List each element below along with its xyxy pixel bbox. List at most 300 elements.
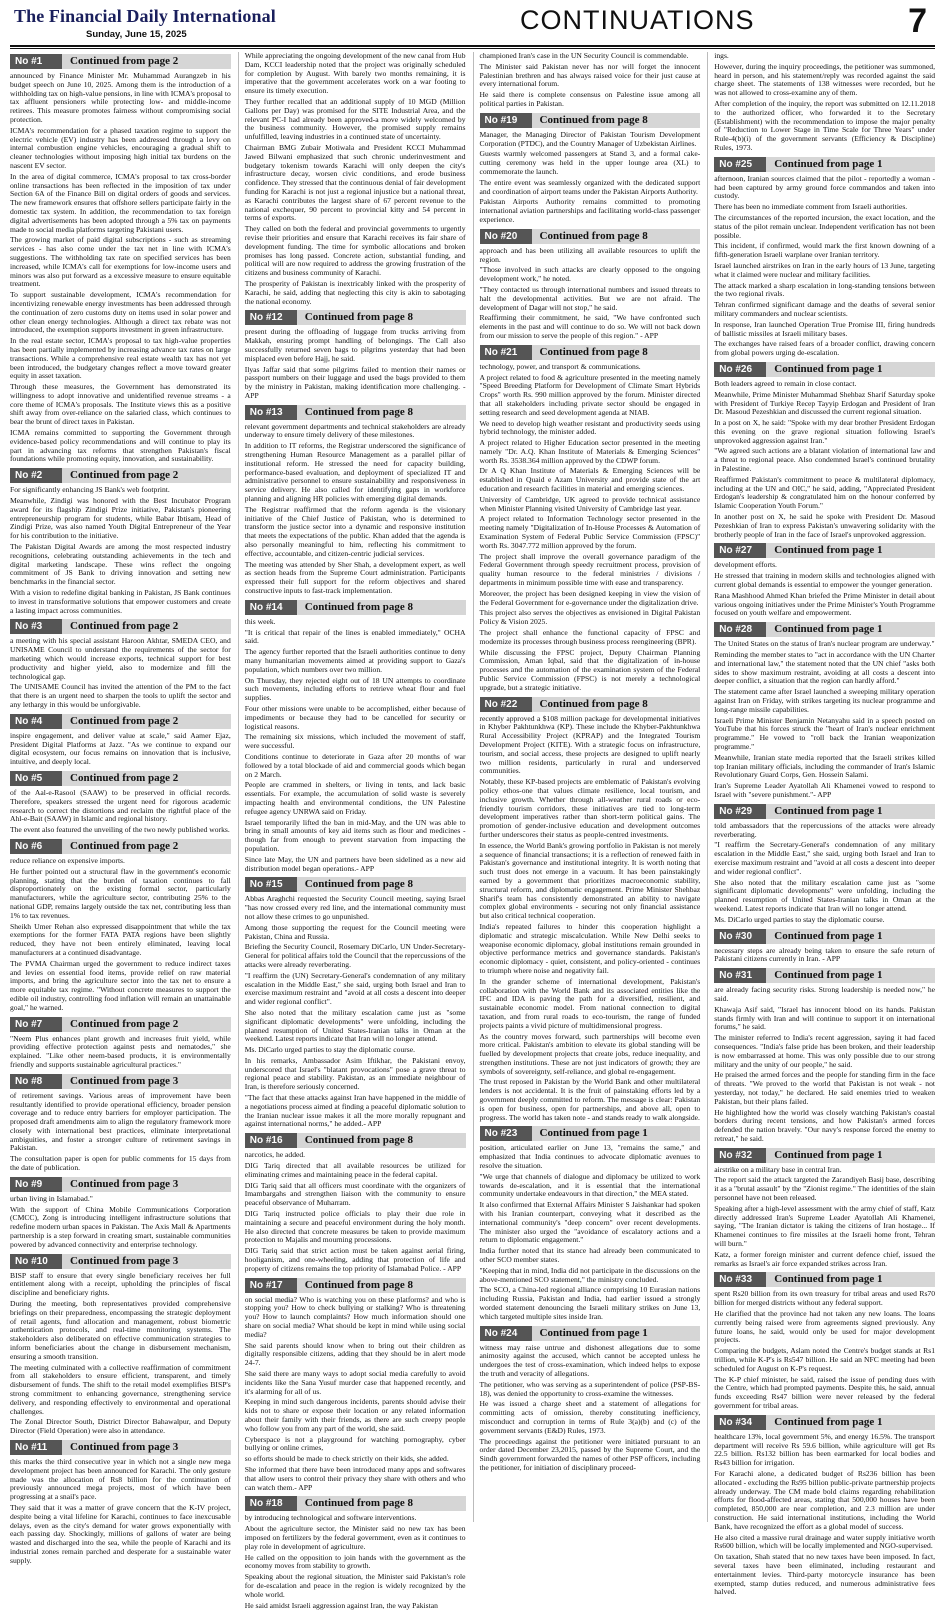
story-paragraph: The petitioner, who was serving as a superintendent of police (PSP-BS-18), was denied the opportunity to cross-examine the witnesses. xyxy=(479,1379,701,1398)
story-paragraph: After completion of the inquiry, the report was submitted on 12.11.2018 to the authorized officer, who forwarded it to the Secretary (Establishment) with the recommendation to impose the major penalty of "Reduction to Lower Stage in Time Scale for Three Years" under Rule-4(b)(i) of the government servants (Efficiency & Discipline) Rules, 1973. xyxy=(714,98,935,152)
continuation-header xyxy=(10,771,231,786)
story-paragraph: Four other missions were unable to be accomplished, either because of impediments or because they had to be cancelled for security or logistical reasons. xyxy=(244,704,466,731)
continuation-number: No #5 xyxy=(10,771,62,786)
continuation-story xyxy=(245,52,466,306)
continuation-number: No #24 xyxy=(480,1326,532,1341)
story-paragraph: She said parents should know when to bring out their children as digitally responsible citizens, adding that they should be in alert mode 24-7. xyxy=(244,1340,466,1368)
continued-from-label: Continued from page 3 xyxy=(62,1440,231,1455)
story-paragraph: Both leaders agreed to remain in close contact. xyxy=(714,378,857,388)
continued-from-label: Continued from page 8 xyxy=(297,310,466,325)
story-paragraph: For significantly enhancing JS Bank's web footprint. xyxy=(10,485,170,495)
story-paragraph: There has been no immediate comment from Israeli authorities. xyxy=(714,202,908,212)
continued-from-label: Continued from page 8 xyxy=(297,405,466,420)
continuation-number: No #34 xyxy=(714,1415,766,1430)
story-paragraph: recently approved a $108 million package for developmental initiatives in Khyber Pakhtunkhwa (KP). These include the Khyber-Pakhtunkhwa Rural Accessibility Project (KPRAP) and the Integrated Tourism Development Project (KITE). With a strategic focus on infrastructure, tourism, and social access, these projects are designed to uplift nearly two million residents, particularly in rural and underserved communities. xyxy=(479,713,701,776)
continued-from-label: Continued from page 2 xyxy=(62,714,231,729)
continuation-header xyxy=(714,362,935,377)
story-paragraph: He highlighted how the world was closely watching Pakistan's coastal borders during recent tensions, and how Pakistan's armed forces defended the nation bravely. "Our navy's response forced the enemy to retreat," he said. xyxy=(714,1107,935,1143)
story-paragraph: The circumstances of the reported incursion, the exact location, and the status of the pilot remain unclear. Independent verification has not been possible. xyxy=(714,212,935,240)
continuation-number: No #25 xyxy=(714,157,766,172)
story-paragraph: However, during the inquiry proceedings, the petitioner was summoned, heard in person, and his statement/reply was recorded against the said charge sheet. The statements of 138 witnesses were recorded, but he was not allowed to cross-examine any of them. xyxy=(714,61,935,98)
story-paragraph: He praised the armed forces and the people for standing firm in the face of threats. "We proved to the world that Pakistan is not weak - not yesterday, not today," he declared. He said enemies tried to weaken Pakistan, but their plans failed. xyxy=(714,1070,935,1106)
continuation-number: No #19 xyxy=(480,113,532,128)
continued-from-label: Continued from page 2 xyxy=(62,1017,231,1032)
continuation-header xyxy=(714,968,935,983)
story-paragraph: Moreover, the project has been designed keeping in view the vision of the Federal Government for e-governance under the digitalization drive. xyxy=(479,588,701,607)
story-paragraph: The Minister said Pakistan never has nor will forget the innocent Palestinian brethren and has always raised voice for their just cause at every international forum. xyxy=(479,61,701,89)
continuation-story xyxy=(10,1177,231,1250)
story-paragraph: In the grander scheme of international development, Pakistan's collaboration with the World Bank and its associated entities like the IFC and IDA is paving the path for a diversified, resilient, and sustainable economic model. From national connection to digital taxation, and from rural roads to eco-tourism, the range of funded projects paints a vivid picture of multidimensional progress. xyxy=(479,976,701,1030)
continuation-story xyxy=(480,697,701,1123)
story-paragraph: a meeting with his special assistant Haroon Akhtar, SMEDA CEO, and UNISAME Council to understand the requirements of the sector for marketing which would increase exports, technical support for best productivity and higher yield, also to modernize and fill the technological gap. xyxy=(10,636,231,681)
story-paragraph: They said that it was a matter of grave concern that the K-IV project, despite being a vital lifeline for Karachi, continues to face inexcusable delays, even as the city's demand for water grows exponentially with each passing day. Shockingly, millions of gallons of water are being wasted and discharged into the sea, while the people of Karachi and its industrial zones remain parched and desperate for a sustainable water supply. xyxy=(10,1502,231,1565)
story-paragraph: announced by Finance Minister Mr. Muhammad Aurangzeb in his budget speech on June 10, 2025. Among them is the introduction of a withholding tax on high-value pensions, in line with ICMA's proposal to tax affluent pensioners while protecting low- and middle-income retirees. This measure promotes fairness without compromising social protection. xyxy=(10,71,231,124)
continuation-number: No #1 xyxy=(10,54,62,69)
story-paragraph: She also noted that the military escalation came just as "some significant diplomatic developments" were unfolding, including the planned resumption of United States-Iranian talks in Oman at the weekend. Latest reports indicate that Iran will no longer attend. xyxy=(244,1007,466,1044)
continued-from-label: Continued from page 3 xyxy=(62,1177,231,1192)
continuation-header xyxy=(10,839,231,854)
story-paragraph: this week. xyxy=(244,616,276,626)
story-paragraph: With a vision to redefine digital banking in Pakistan, JS Bank continues to invest in transformative solutions that empower customers and create a lasting impact across communities. xyxy=(10,588,231,615)
story-paragraph: Through these measures, the Government has demonstrated its willingness to adopt innovative and unidentified revenue streams - a core theme of ICMA's proposals. The Institute views this as a positive shift away from over-reliance on the salaried class, which continues to bear the brunt of direct taxes in Pakistan. xyxy=(10,382,231,427)
story-paragraph: narcotics, he added. xyxy=(244,1150,306,1160)
continuation-story xyxy=(714,929,935,965)
story-paragraph: "It is critical that repair of the lines is enabled immediately," OCHA said. xyxy=(244,627,466,646)
story-paragraph: Comparing the budgets, Aslam noted the Centre's budget stands at Rs1 trillion, while K-P's is Rs547 billion. He said an NFC meeting had been scheduled for August on K-P's request. xyxy=(714,1346,935,1373)
story-paragraph: Meanwhile, Zindigi was honored with the Best Incubator Program award for its flagship Zindigi Prize initiative, Pakistan's pioneering entrepreneurship program for students, while Babar Ibtisam, Head of Zindigi Prize, was also named Youth Digital Entrepreneur of the Year for his contribution to the initiative. xyxy=(10,496,231,541)
continuation-header xyxy=(245,600,466,615)
continuation-story xyxy=(245,405,466,596)
story-paragraph: technology, power, and transport & communications. xyxy=(479,361,641,371)
story-paragraph: "Those involved in such attacks are clearly opposed to the ongoing development work," he noted. xyxy=(479,265,701,284)
story-paragraph: Briefing the Security Council, Rosemary DiCarlo, UN Under-Secretary-General for political affairs told the Council that the repercussions of the attacks were already reverberating. xyxy=(244,942,466,969)
continuation-story xyxy=(714,1272,935,1410)
continuation-number: No #14 xyxy=(245,600,297,615)
story-paragraph: of the Aal-e-Rasool (SAAW) to be preserved in official records. Therefore, speakers stressed the urgent need for rigorous academic research to correct the distortions and reclaim the rightful place of the Ahl-e-Bait (SAAW) in Islamic and regional history. xyxy=(10,787,231,824)
continued-from-label: Continued from page 8 xyxy=(297,1133,466,1148)
continued-from-label: Continued from page 1 xyxy=(766,1272,935,1287)
story-paragraph: ICMA remains committed to supporting the Government through evidence-based policy recommendations and will continue to play its part in advancing tax reforms that strengthen Pakistan's fiscal foundations while promoting equity, innovation, and sustainability. xyxy=(10,428,231,464)
continuation-number: No #21 xyxy=(480,345,532,360)
continuation-number: No #28 xyxy=(714,622,766,637)
continuation-header xyxy=(10,714,231,729)
story-paragraph: position, articulated earlier on June 13, "remains the same," and emphasized that India continues to advocate diplomatic avenues to resolve the situation. xyxy=(479,1143,701,1171)
story-paragraph: We need to develop high weather resistant and productivity seeds using hybrid technology, the minister added. xyxy=(479,418,701,437)
continuation-story xyxy=(480,345,701,693)
story-paragraph: The report said the attack targeted the Zarandiyeh Basij base, describing it as a "brutal assault" by the "Zionist regime." The identities of the slain personnel have not been released. xyxy=(714,1175,935,1203)
continuation-number: No #29 xyxy=(714,804,766,819)
story-paragraph: DIG Tariq directed that all available resources be utilized for eliminating crimes and maintaining peace in the federal capital. xyxy=(244,1161,466,1179)
continued-from-label: Continued from page 1 xyxy=(532,1126,701,1141)
continued-from-label: Continued from page 8 xyxy=(532,697,701,712)
continuation-story xyxy=(714,1415,935,1597)
story-paragraph: Abbas Araghchi requested the Security Council meeting, saying Israel "has now crossed every red line, and the international community must not allow these crimes to go unpunished. xyxy=(244,894,466,921)
story-paragraph: He said there is complete consensus on Palestine issue among all political parties in Pakistan. xyxy=(479,90,701,108)
continuation-number: No #9 xyxy=(10,1177,62,1192)
continuation-story xyxy=(714,543,935,618)
column-2 xyxy=(238,51,466,1610)
continuation-number: No #33 xyxy=(714,1272,766,1287)
story-paragraph: Notably, these KP-based projects are emblematic of Pakistan's evolving policy ethos-one that values climate resilience, local tourism, and inclusive growth. Whether through all-weather rural roads or eco-friendly tourism corridors, these initiatives are tied to long-term development imperatives rather than short-term political gains. The promotion of gender-inclusive education and development outcomes further underscores their status as people-centred investments. xyxy=(479,777,701,839)
masthead-rule xyxy=(10,45,935,47)
continuation-header xyxy=(245,877,466,892)
story-paragraph: present during the offloading of luggage from trucks arriving from Makkah, ensuring prompt handling of belongings. The Call also successfully returned seven bags to pilgrims yesterday that had been misplaced even before Hajj, he said. xyxy=(244,327,466,363)
story-paragraph: Since late May, the UN and partners have been sidelined as a new aid distribution model began operations.- APP xyxy=(244,854,466,873)
continued-from-label: Continued from page 1 xyxy=(766,929,935,944)
story-paragraph: She also noted that the military escalation came just as "some significant diplomatic developments" were unfolding, including the planned resumption of United States-Iranian talks in Oman at the weekend. Latest reports indicate that Iran will no longer attend. xyxy=(714,877,935,913)
story-paragraph: relevant government departments and technical stakeholders are already underway to ensure timely delivery of these milestones. xyxy=(244,421,466,440)
story-paragraph: People are crammed in shelters, or living in tents, and lack basic essentials. For example, the accumulation of solid waste is severely impacting health and environmental conditions, the UN Palestine refugee agency UNRWA said on Friday. xyxy=(244,780,466,816)
story-paragraph: on social media? Who is watching you on these platforms? and who is stopping you? How to check bullying or stalking? Who is threatening you? How to launch complaints? How much information should one share on social media? What should be kept in mind while using social media? xyxy=(244,1294,466,1339)
story-paragraph: DIG Tariq said that all officers must coordinate with the organizers of Imambargahs and strengthen liaison with the community to ensure peaceful observance of Muharram. xyxy=(244,1180,466,1208)
continuation-story xyxy=(10,1074,231,1173)
story-paragraph: Meanwhile, Prime Minister Muhammad Shehbaz Sharif Saturday spoke with President of Turkiye Recep Tayyip Erdogan and President of Iran Dr. Masoud Pezeshkian and discussed the current regional situation. xyxy=(714,389,935,417)
story-paragraph: Iran's Supreme Leader Ayatollah Ali Khamenei vowed to respond to Israel with "severe punishment."- APP xyxy=(714,781,935,799)
story-paragraph: The remaining six missions, which included the movement of staff, were successful. xyxy=(244,732,466,751)
story-paragraph: The Pakistan Digital Awards are among the most respected industry recognitions, celebrating outstanding achievements in the tech and digital marketing landscape. These wins reflect the ongoing commitment of JS Bank to driving innovation and setting new benchmarks in the financial sector. xyxy=(10,542,231,587)
continuation-number: No #30 xyxy=(714,929,766,944)
story-paragraph: Israel launched airstrikes on Iran in the early hours of 13 June, targeting what it claimed were nuclear and military facilities. xyxy=(714,260,935,279)
story-paragraph: ICMA's recommendation for a phased taxation regime to support the electric vehicle (EV) industry has been addressed through a levy on internal combustion engine vehicles, encouraging a gradual shift to cleaner technologies without imposing high initial tax burdens on the nascent EV sector. xyxy=(10,125,231,170)
story-paragraph: University of Cambridge, UK agreed to provide technical assistance when Minister Planning visited University of Cambridge last year. xyxy=(479,494,701,513)
continued-from-label: Continued from page 8 xyxy=(297,1496,466,1511)
story-paragraph: approach and has been utilizing all available resources to uplift the region. xyxy=(479,245,701,264)
article-columns xyxy=(10,51,935,1610)
continuation-number: No #4 xyxy=(10,714,62,729)
continuation-number: No #11 xyxy=(10,1440,62,1455)
continued-from-label: Continued from page 1 xyxy=(766,622,935,637)
continuation-number: No #2 xyxy=(10,468,62,483)
continuation-story xyxy=(714,804,935,925)
continuation-number: No #10 xyxy=(10,1254,62,1269)
continuation-story xyxy=(245,600,466,874)
continuation-header xyxy=(480,345,701,360)
continuation-header xyxy=(245,1496,466,1511)
story-paragraph: The minister referred to India's recent aggression, saying it had faced consequences. "India's false pride has been broken, and their leadership is now embarrassed at home. This was only possible due to our strong military and the unity of our people," he said. xyxy=(714,1033,935,1069)
story-paragraph: While discussing the FPSC project, Deputy Chairman Planning Commission, Aman Iqbal, said that the digitalization of in-house processes and the automation of the examination system of the Federal Public Service Commission (FPSC) is not merely a technological upgrade, but a strategic initiative. xyxy=(479,647,701,692)
continuation-story xyxy=(480,1126,701,1321)
story-paragraph: The statement came after Israel launched a sweeping military operation against Iran on Friday, with strikes targeting its nuclear programme and long-range missile capabilities. xyxy=(714,687,935,714)
column-3 xyxy=(473,52,701,1522)
continuation-story xyxy=(10,839,231,1013)
story-paragraph: He was issued a charge sheet and a statement of allegations for committing acts of omission, thereby constituting inefficiency, misconduct and corruption in terms of Rule 3(a)(b) and (c) of the government servants (E&D) Rules, 1973. xyxy=(479,1399,701,1435)
column-4 xyxy=(707,51,935,1597)
continuation-number: No #27 xyxy=(714,543,766,558)
continued-from-label: Continued from page 8 xyxy=(297,600,466,615)
story-paragraph: Khawaja Asif said, "Israel has innocent blood on its hands. Pakistan stands firmly with Iran and will continue to support it on international forums," he said. xyxy=(714,1004,935,1032)
story-paragraph: A project related to food & agriculture presented in the meeting namely "Speed Breeding Platform for Development of Climate Smart Hybrids Crops" worth Rs. 990 million approved by the forum. Minister directed that all stakeholders including private sector should be engaged in setting research and seed development agenda at NIAB. xyxy=(479,372,701,417)
story-paragraph: necessary steps are already being taken to ensure the safe return of Pakistani citizens currently in Iran. - APP xyxy=(714,945,935,964)
story-paragraph: About the agriculture sector, the Minister said no new tax has been imposed on fertilizers by the federal government, even as it continues to play role in development of agriculture. xyxy=(244,1524,466,1551)
story-paragraph: Katz, a former foreign minister and current defence chief, issued the remarks as Israel's air force expanded strikes across Iran. xyxy=(714,1249,935,1268)
section-title: CONTINUATIONS xyxy=(520,5,755,35)
story-paragraph: He further pointed out a structural flaw in the government's economic planning, stating that the burden of taxation continues to fall disproportionately on the existing formal sector, particularly manufacturers, while the agriculture sector, contributing 25% to the national GDP, remains largely outside the tax net, contributing less than 1% to tax revenues. xyxy=(10,866,231,920)
continuation-story xyxy=(714,362,935,540)
story-paragraph: spent Rs20 billion from its own treasury for tribal areas and used Rs70 billion for merged districts without any federal support. xyxy=(714,1289,935,1308)
continuation-number: No #32 xyxy=(714,1148,766,1163)
story-paragraph: witness may raise untrue and dishonest allegations due to some animosity against the accused, which cannot be accepted unless he undergoes the test of cross-examination, which indeed helps to expose the truth and veracity of allegations. xyxy=(479,1342,701,1378)
story-paragraph: In a post on X, he said: "Spoke with my dear brother President Erdogan this evening on the grave regional situation following Israel's unprovoked aggression against Iran." xyxy=(714,418,935,445)
continued-from-label: Continued from page 1 xyxy=(766,968,935,983)
story-paragraph: are already facing security risks. Strong leadership is needed now," he said. xyxy=(714,985,935,1003)
story-paragraph: Reminding the member states to "act in accordance with the UN Charter and international law," the statement noted that the UN chief "asks both sides to show maximum restraint, avoiding at all costs a descent into deeper conflict, a situation that the region can hardly afford." xyxy=(714,650,935,686)
continued-from-label: Continued from page 1 xyxy=(766,1148,935,1163)
continuation-header xyxy=(714,1415,935,1430)
continuation-story xyxy=(480,1326,701,1473)
continuation-story xyxy=(10,714,231,767)
continuation-header xyxy=(714,543,935,558)
continued-from-label: Continued from page 1 xyxy=(766,543,935,558)
story-paragraph: While appreciating the ongoing development of the new canal from Hub Dam, KCCI leadership noted that the project was originally scheduled for completion by August. With barely two months remaining, it is imperative that the government accelerates work on a war footing to ensure its timely execution. xyxy=(244,51,466,96)
story-paragraph: The event also featured the unveiling of the two newly published works. xyxy=(10,825,230,835)
story-paragraph: championed Iran's case in the UN Security Council is commendable. xyxy=(479,51,689,60)
story-paragraph: Manager, the Managing Director of Pakistan Tourism Development Corporation (PTDC), and the Country Manager of Uzbekistan Airlines. xyxy=(479,129,701,148)
story-paragraph: Among those supporting the request for the Council meeting were Pakistan, China and Russia. xyxy=(244,922,466,941)
story-paragraph: He stressed that training in modern skills and technologies aligned with current global demands is essential to empower the younger generation. xyxy=(714,571,935,590)
story-paragraph: The proceedings against the petitioner were initiated pursuant to an order dated December 23,2015, passed by the Supreme Court, and the Sindh government forwarded the names of other PSP officers, including the petitioner, for initiation of disciplinary proceed- xyxy=(479,1436,701,1472)
continuation-story xyxy=(10,468,231,615)
story-paragraph: Keeping in mind such dangerous incidents, parents should advise their kids not to share or expose their location or any related information about their family with their friends, as there are such creepy people who follow you from any part of the world, she said. xyxy=(244,1397,466,1433)
story-paragraph: To support sustainable development, ICMA's recommendation for incentivizing renewable energy investments has been addressed through the continuation of zero customs duty on items used in solar power and other clean energy technologies. Although a direct tax rebate was not introduced, the exemption supports investment in green infrastructure. xyxy=(10,290,231,335)
story-paragraph: healthcare 13%, local government 5%, and energy 16.5%. The transport department will receive Rs 59.6 billion, while agriculture will get Rs 22.5 billion. Rs132 billion has been earmarked for local bodies and Rs43 billion for irrigation. xyxy=(714,1431,935,1468)
story-paragraph: India further noted that its stance had already been communicated to other SCO member states. xyxy=(479,1246,701,1265)
continued-from-label: Continued from page 1 xyxy=(766,157,935,172)
continuation-story xyxy=(714,157,935,358)
story-paragraph: A project related to Higher Education sector presented in the meeting namely "Dr. A.Q. Khan Institute of Materials & Emerging Sciences" worth Rs. 3538.364 million approved by the CDWP forum. xyxy=(479,438,701,465)
story-paragraph: The entire event was seamlessly organized with the dedicated support and coordination of airport teams under the Pakistan Airports Authority. xyxy=(479,177,701,196)
continuation-story xyxy=(245,1133,466,1273)
story-paragraph: "The fact that these attacks against Iran have happened in the middle of a negotiations process aimed at finding a peaceful diplomatic solution to the Iranian nuclear issue makes it all the more morally repugnant and against international norms," he added.- APP xyxy=(244,1093,466,1129)
continuation-number: No #15 xyxy=(245,877,297,892)
story-paragraph: They further recalled that an additional supply of 10 MGD (Million Gallons per Day) was promised for the SITE Industrial Area, and the relevant PC-I had already been approved-a move widely welcomed by the business community. However, the promised supply remains unfulfilled, leaving industries in a continued state of uncertainty. xyxy=(244,96,466,142)
story-paragraph: BISP staff to ensure that every single beneficiary receives her full entitlement along with a receipt, upholding the principles of fiscal discipline and beneficiary rights. xyxy=(10,1270,231,1298)
story-paragraph: reduce reliance on expensive imports. xyxy=(10,855,125,865)
continuation-number: No #31 xyxy=(714,968,766,983)
story-paragraph: The K-P chief minister, he said, raised the issue of pending dues with the Centre, which had prompted payments. Despite this, he said, annual funds exceeding Rs47 billion were never released by the federal government for tribal areas. xyxy=(714,1374,935,1411)
continuation-header xyxy=(10,1017,231,1032)
continuation-story xyxy=(245,1278,466,1493)
continuation-header xyxy=(714,804,935,819)
story-paragraph: Reaffirmed Pakistan's commitment to peace & multilateral diplomacy, including at the UN and OIC," he said, adding, "Appreciated President Erdogan's leadership & congratulated him on the honour conferred by Islamic Cooperation Youth Forum." xyxy=(714,474,935,511)
story-paragraph: Speaking about the regional situation, the Minister said Pakistan's role for de-escalation and peace in the region is widely recognized by the whole world. xyxy=(244,1572,466,1599)
continuation-number: No #16 xyxy=(245,1133,297,1148)
story-paragraph: He clarified that the province had not taken any new loans. The loans currently being raised were from agreements signed previously. Any future loans, he said, would only be used for major development projects. xyxy=(714,1309,935,1345)
story-paragraph: She informed that there have been introduced many apps and softwares that allow users to control their privacy they share with others and who can watch them.- APP xyxy=(244,1464,466,1492)
continuation-header xyxy=(714,622,935,637)
story-paragraph: DIG Tariq instructed police officials to play their due role in maintaining a secure and peaceful environment during the holy month. He also directed that concrete measures be taken to provide maximum protection to Majalis and mourning processions. xyxy=(244,1209,466,1245)
story-paragraph: The project shall improve the overall governance paradigm of the Federal Government through speedy recruitment process, provision of quality human resource to the federal ministries / divisions / departments in minimum possible time with ease and transparency. xyxy=(479,551,701,588)
page-number: 7 xyxy=(908,2,927,40)
continuation-story xyxy=(10,1017,231,1070)
continued-from-label: Continued from page 2 xyxy=(62,54,231,69)
story-paragraph: In the area of digital commerce, ICMA's proposal to tax cross-border online transactions has been reflected in the imposition of tax under Section 6A of the Finance Bill on digital orders of goods and services. The new framework ensures that offshore sellers participate fairly in the domestic tax system. In addition, the recommendation to tax foreign digital advertisements has been adopted through a 5% tax on payments made to social media platforms targeting Pakistani users. xyxy=(10,171,231,234)
story-paragraph: The prosperity of Pakistan is inextricably linked with the prosperity of Karachi, he said, adding that neglecting this city is akin to sabotaging the national economy. xyxy=(244,278,466,306)
story-paragraph: As the country moves forward, such partnerships will become even more critical. Pakistan's ambition to elevate its global standing will be fuelled by development projects that create jobs, reduce inequality, and strengthen institutions. These are not just indicators of growth; they are symbols of sovereignty, self-reliance, and global re-engagement. xyxy=(479,1031,701,1076)
story-paragraph: afternoon, Iranian sources claimed that the pilot - reportedly a woman - had been captured by army ground force commandos and taken into custody. xyxy=(714,173,935,201)
story-paragraph: "We agreed such actions are a blatant violation of international law and a threat to regional peace. Also condemned Israel's continued brutality in Palestine. xyxy=(714,446,935,474)
continuation-header xyxy=(245,310,466,325)
story-paragraph: In the real estate sector, ICMA's proposal to tax high-value properties has been partially implemented by increasing advance tax rates on large transactions. While a comprehensive real estate wealth tax has not yet been introduced, the budgetary changes reflect a move toward greater equity in asset taxation. xyxy=(10,336,231,381)
story-paragraph: The Registrar reaffirmed that the reform agenda is the visionary initiative of the Chief Justice of Pakistan, who is determined to transform the justice sector into a dynamic and responsive institution that meets the expectations of the public. Khan added that the agenda is also personally meaningful to him, reflecting his commitment to effective, accountable, and citizen-centric judicial services. xyxy=(244,504,466,558)
story-paragraph: The project shall enhance the functional capacity of FPSC and modernize its processes through business process reengineering (BPR). xyxy=(479,628,701,646)
story-paragraph: Speaking after a high-level assessment with the army chief of staff, Katz directly addressed Iran's Supreme Leader Ayatollah Ali Khamenei, saying, "The Iranian dictator is taking the citizens of Iran hostage... If Khamenei continues to fire missiles at the Israeli home front, Tehran will burn." xyxy=(714,1203,935,1249)
continuation-header xyxy=(714,1148,935,1163)
story-paragraph: The UNISAME Council has invited the attention of the PM to the fact that there is an urgent need to sharpen the tools to uplift the sector and any lethargy in this would be unforgivable. xyxy=(10,682,231,709)
story-paragraph: In response, Iran launched Operation True Promise III, firing hundreds of ballistic missiles at Israeli military bases. xyxy=(714,319,935,338)
story-paragraph: inspire engagement, and deliver value at scale," said Aamer Ejaz, President Digital Platforms at Jazz. "As we continue to expand our digital ecosystem, our focus remains on innovation that is inclusive, intuitive, and deeply local. xyxy=(10,730,231,767)
continuation-header xyxy=(480,697,701,712)
story-paragraph: development efforts. xyxy=(714,560,777,570)
continued-from-label: Continued from page 3 xyxy=(62,1074,231,1089)
story-paragraph: Reaffirming their commitment, he said, "We have confronted such elements in the past and will continue to do so. We will not back down from our mission to serve the people of this region." - APP xyxy=(479,313,701,340)
continuation-number: No #23 xyxy=(480,1126,532,1141)
story-paragraph: This incident, if confirmed, would mark the first known downing of a fifth-generation Israeli warplane over Iranian territory. xyxy=(714,241,935,260)
continuation-story xyxy=(480,229,701,341)
story-paragraph: He also cited a massive rural drainage and water supply initiative worth Rs600 billion, which will be locally implemented and NGO-supervised. xyxy=(714,1532,935,1551)
continued-from-label: Continued from page 8 xyxy=(532,229,701,244)
story-paragraph: It also confirmed that External Affairs Minister S Jaishankar had spoken with his Iranian counterpart, conveying what it described as the international community's "deep concern" over recent developments. The minister also urged the "avoidance of escalatory actions and a return to diplomatic engagement." xyxy=(479,1200,701,1245)
continuation-story xyxy=(714,622,935,800)
continuation-story xyxy=(245,877,466,1129)
story-paragraph: DIG Tariq said that strict action must be taken against aerial firing, hooliganism, and one-wheeling, adding that protection of life and property of citizens remains the top priority of Islamabad Police. - APP xyxy=(244,1246,466,1273)
story-paragraph: Rana Mashhood Ahmed Khan briefed the Prime Minister in detail about various ongoing initiatives under the Prime Minister's Youth Programme focused on youth welfare and empowerment. xyxy=(714,590,935,618)
continuation-header xyxy=(480,1326,701,1341)
continuation-number: No #12 xyxy=(245,310,297,325)
story-paragraph: Dr A Q Khan Institute of Materials & Emerging Sciences will be established in Quaid e Azam University and provide state of the art education and research facilities in material and emerging sciences. xyxy=(479,466,701,494)
continuation-header xyxy=(480,1126,701,1141)
story-paragraph: He said amidst Israeli aggression against Iran, the way Pakistan xyxy=(244,1600,438,1610)
continued-from-label: Continued from page 2 xyxy=(62,771,231,786)
story-paragraph: In his remarks, Ambassador Asim Iftikhar, the Pakistani envoy, underscored that Israel's "blatant provocations" pose a grave threat to regional peace and stability. Pakistan, as an immediate neighbour of Iran, is therefore seriously concerned. xyxy=(244,1055,466,1092)
column-1 xyxy=(10,52,231,1565)
story-paragraph: With the support of China Mobile Communications Corporation (CMCC), Zong is introducing intelligent infrastructure solutions that redefine modern urban spaces in Pakistan. The Axis Mall & Apartments partnership is a step forward in creating smart, sustainable communities powered by advanced connectivity and enterprise technology. xyxy=(10,1204,231,1249)
story-paragraph: Ilyas Jaffar said that some pilgrims failed to mention their names or passport numbers on their luggage and used the bags provided to them by the ministry in Pakistan, making identification more challenging. - APP xyxy=(244,364,466,400)
story-paragraph: During the meeting, both representatives provided comprehensive briefings on their preparedness, encompassing the strategic deployment of retail agents, fund allocation and management, robust biometric authentication protocols, and real-time monitoring systems. The stakeholders also deliberated on effective communication strategies to inform beneficiaries about the change in disbursement mechanism, ensuring a smooth transition. xyxy=(10,1299,231,1361)
story-paragraph: this marks the third consecutive year in which not a single new mega development project has been announced for Karachi. The only gesture made was the allocation of Rs8 billion for the continuation of previously announced mega projects, most of which have been progressing at a snail's pace. xyxy=(10,1457,231,1502)
continuation-header xyxy=(714,157,935,172)
continuation-number: No #26 xyxy=(714,362,766,377)
story-paragraph: The attack marked a sharp escalation in long-standing tensions between the two regional rivals. xyxy=(714,280,935,299)
continued-from-label: Continued from page 1 xyxy=(532,1326,701,1341)
story-paragraph: The meeting was attended by Sher Shah, a development expert, as well as section heads from the Supreme Court administration. Participants expressed their full support for the reform objectives and shared constructive inputs to fast-track implementation. xyxy=(244,559,466,596)
story-paragraph: The exchanges have raised fears of a broader conflict, drawing concern from global powers urging de-escalation. xyxy=(714,339,935,358)
continuation-story xyxy=(10,771,231,835)
story-paragraph: In addition to IT reforms, the Registrar underscored the significance of strengthening Human Resource Management as a parallel pillar of institutional reform. He stressed the need for capacity building, performance-based evaluation, and deployment of specialized IT and administrative personnel to ensure sustainability and responsiveness in service delivery. He also called for identifying gaps in workforce planning and aligning HR policies with emerging digital demands. xyxy=(244,441,466,504)
story-paragraph: by introducing technological and software interventions. xyxy=(244,1513,417,1523)
continuation-header xyxy=(245,1133,466,1148)
story-paragraph: airstrike on a military base in central Iran. xyxy=(714,1164,842,1174)
continuation-story xyxy=(480,52,701,109)
continuation-header xyxy=(10,1254,231,1269)
story-paragraph: India's repeated failures to hinder this cooperation highlight a diplomatic and strategic miscalculation. While New Delhi seeks to weaponise economic diplomacy, global institutions remain grounded in objective performance metrics and governance standards. Pakistan's economic diplomacy - quiet, consistent, and policy-oriented - continues to triumph where noise and negativity fail. xyxy=(479,921,701,975)
continuation-number: No #22 xyxy=(480,697,532,712)
story-paragraph: On taxation, Shah stated that no new taxes have been imposed. In fact, several taxes have been eliminated, including restaurant and entertainment levies. Third-party motorcycle insurance has been exempted, stamp duties reduced, and numerous administrative fees halved. xyxy=(714,1552,935,1597)
story-paragraph: Conditions continue to deteriorate in Gaza after 20 months of war followed by a total blockade of aid and commercial goods which began on 2 March. xyxy=(244,751,466,779)
continuation-number: No #20 xyxy=(480,229,532,244)
story-paragraph: The agency further reported that the Israeli authorities continue to deny many humanitarian movements aimed at providing support to Gaza's population, which numbers over two million. xyxy=(244,647,466,674)
story-paragraph: The Zonal Director South, District Director Bahawalpur, and Deputy Director (Field Operation) were also in attendance. xyxy=(10,1417,231,1436)
story-paragraph: Guests warmly welcomed passengers at Stand 3, and a formal cake-cutting ceremony was held in the upper lounge area (XL) to commemorate the launch. xyxy=(479,149,701,176)
continuation-header xyxy=(714,929,935,944)
story-paragraph: "We urge that channels of dialogue and diplomacy be utilized to work towards de-escalation, and it is essential that the international community undertake endeavours in that direction," the MEA stated. xyxy=(479,1171,701,1199)
story-paragraph: ings. xyxy=(714,51,729,60)
story-paragraph: The PVMA Chairman urged the government to reduce indirect taxes and levies on essential food items, provide relief on raw material imports, and bring the agriculture sector into the tax net to ensure a more equitable tax regime. "Without concrete measures to support the edible oil industry, controlling food inflation will remain an unattainable goal," he warned. xyxy=(10,958,231,1012)
story-paragraph: Israeli Prime Minister Benjamin Netanyahu said in a speech posted on YouTube that his forces struck the "heart of Iran's nuclear enrichment programme." He vowed to "roll back the Iranian weaponization programme." xyxy=(714,715,935,751)
story-paragraph: The meeting culminated with a collective reaffirmation of commitment from all stakeholders to ensure efficient, transparent, and timely disbursement of funds. The shift to the retail model exemplifies BISP's strong commitment to enhancing governance, strengthening service delivery, and responding effectively to environmental and operational challenges. xyxy=(10,1362,231,1416)
continuation-header xyxy=(10,1177,231,1192)
continuation-header xyxy=(10,619,231,634)
continued-from-label: Continued from page 1 xyxy=(766,804,935,819)
newspaper-title: The Financial Daily International xyxy=(14,6,276,26)
continuation-header xyxy=(480,229,701,244)
continuation-header xyxy=(714,1272,935,1287)
story-paragraph: Meanwhile, Iranian state media reported that the Israeli strikes killed top Iranian military officials, including the commander of Iran's Islamic Revolutionary Guard Corps, Gen. Hossein Salami. xyxy=(714,752,935,780)
story-paragraph: Israel temporarily lifted the ban in mid-May, and the UN was able to bring in small amounts of key aid items such as flour and medicines - though far from enough to prevent starvation from impacting the population. xyxy=(244,817,466,853)
story-paragraph: They called on both the federal and provincial governments to urgently revise their priorities and ensure that Karachi receives its fair share of development funding. The time for symbolic allocations and broken promises has long passed. Concrete action, substantial funding, and political will are now required to address the growing frustration of the citizens and business community of Karachi. xyxy=(244,224,466,278)
story-paragraph: Ms. DiCarlo urged parties to stay the diplomatic course. xyxy=(714,914,885,924)
continuation-number: No #3 xyxy=(10,619,62,634)
story-paragraph: "They contacted us through international numbers and issued threats to halt the developmental activities. But we are not afraid. The development of Dagar will not stop," he said. xyxy=(479,284,701,312)
continued-from-label: Continued from page 3 xyxy=(62,1254,231,1269)
continuation-header xyxy=(480,113,701,128)
story-paragraph: "Neem Plus enhances plant growth and increases fruit yield, while providing effective protection against pests and nematodes," she explained. "Like other neem-based products, it is environmentally friendly and supports sustainable agricultural practices." xyxy=(10,1033,231,1069)
story-paragraph: "I reaffirm the (UN) Secretary-General's condemnation of any military escalation in the Middle East," she said, urging both Israel and Iran to exercise maximum restraint and "avoid at all costs a descent into deeper and wider regional conflict". xyxy=(244,970,466,1007)
continuation-header xyxy=(245,1278,466,1293)
story-paragraph: Cyberspace is not a playground for watching pornography, cyber bullying or online crimes, xyxy=(244,1434,466,1453)
story-paragraph: urban living in Islamabad." xyxy=(10,1193,93,1203)
continuation-number: No #13 xyxy=(245,405,297,420)
continuation-number: No #7 xyxy=(10,1017,62,1032)
continuation-number: No #6 xyxy=(10,839,62,854)
issue-date: Sunday, June 15, 2025 xyxy=(86,29,187,40)
continued-from-label: Continued from page 2 xyxy=(62,619,231,634)
story-paragraph: The consultation paper is open for public comments for 15 days from the date of publication. xyxy=(10,1154,231,1173)
story-paragraph: Sheikh Umer Rehan also expressed disappointment that while the tax exemptions for the former FATA PATA regions have been slightly reduced, they have not been entirely eliminated, leaving local manufacturers at a continued disadvantage. xyxy=(10,921,231,957)
masthead-rule-thin xyxy=(10,48,935,49)
story-paragraph: so efforts should be made to check strictly on their kids, she added. xyxy=(244,1454,449,1464)
story-paragraph: This project also serves the objectives as envisioned in Digital Pakistan Policy & Vision 2025. xyxy=(479,608,701,627)
continuation-story xyxy=(245,310,466,400)
continuation-story xyxy=(10,619,231,709)
continuation-number: No #17 xyxy=(245,1278,297,1293)
story-paragraph: Ms. DiCarlo urged parties to stay the diplomatic course. xyxy=(244,1045,416,1055)
story-paragraph: She said there are many ways to adopt social media carefully to avoid incidents like the Sana Yusuf murder case that happened recently, and it's alarming for all of us. xyxy=(244,1369,466,1396)
story-paragraph: Tehran confirmed significant damage and the deaths of several senior military commanders and nuclear scientists. xyxy=(714,300,935,318)
continuation-header xyxy=(10,54,231,69)
story-paragraph: On Thursday, they rejected eight out of 18 UN attempts to coordinate such movements, including efforts to retrieve wheat flour and fuel supplies. xyxy=(244,675,466,703)
story-paragraph: Chairman BMG Zubair Motiwala and President KCCI Muhammad Jawed Bilwani emphasized that such chronic underinvestment and budgetary tokenism towards Karachi will only deepen the city's infrastructure decay, worsen civic conditions, and erode business confidence. They stressed that the continuous denial of fair development funding for Karachi is not just a regional injustice but a national threat, as Karachi contributes the largest share of 67 percent revenue to the national exchequer, 90 percent to provincial kitty and 54 percent in terms of exports. xyxy=(244,142,466,223)
continuation-header xyxy=(10,468,231,483)
continued-from-label: Continued from page 1 xyxy=(766,362,935,377)
continuation-story xyxy=(480,113,701,225)
continuation-story xyxy=(714,52,935,153)
continuation-story xyxy=(10,1440,231,1566)
story-paragraph: A project related to Information Technology sector presented in the meeting namely "Digitalization of In-House Processes & Automation of Examination System of Federal Public Service Commission (FPSC)" worth Rs. 3047.772 million approved by the forum. xyxy=(479,514,701,550)
continuation-story xyxy=(714,968,935,1144)
continuation-number: No #18 xyxy=(245,1496,297,1511)
continuation-header xyxy=(10,1440,231,1455)
story-paragraph: In essence, the World Bank's growing portfolio in Pakistan is not merely a sequence of financial transactions; it is a reflection of renewed faith in Pakistan's governance and institutional integrity. It is worth noting that such trust does not emerge in a vacuum. It has been painstakingly earned by a government that prioritizes macroeconomic stability, structural reform, and diplomatic engagement. Prime Minister Shehbaz Sharif's team has consistently demonstrated an ability to navigate complex global environments - securing not only financial assistance but also critical technical cooperation. xyxy=(479,840,701,921)
continued-from-label: Continued from page 2 xyxy=(62,839,231,854)
continuation-number: No #8 xyxy=(10,1074,62,1089)
story-paragraph: Pakistan Airports Authority remains committed to promoting international aviation partnerships and facilitating world-class passenger experience. xyxy=(479,197,701,224)
masthead xyxy=(0,0,945,46)
story-paragraph: told ambassadors that the repercussions of the attacks were already reverberating. xyxy=(714,820,935,839)
continued-from-label: Continued from page 1 xyxy=(766,1415,935,1430)
continuation-story xyxy=(245,1496,466,1610)
story-paragraph: of retirement savings. Various areas of improvement have been resultantly identified to provide operational efficiency, broader pension coverage and to reduce entry barriers for employer participation. The proposed draft amendments aim to align the regulatory framework more closely with international best practices, eliminate interpretational ambiguities, and foster a stronger culture of retirement savings in Pakistan. xyxy=(10,1090,231,1153)
continuation-story xyxy=(714,1148,935,1269)
